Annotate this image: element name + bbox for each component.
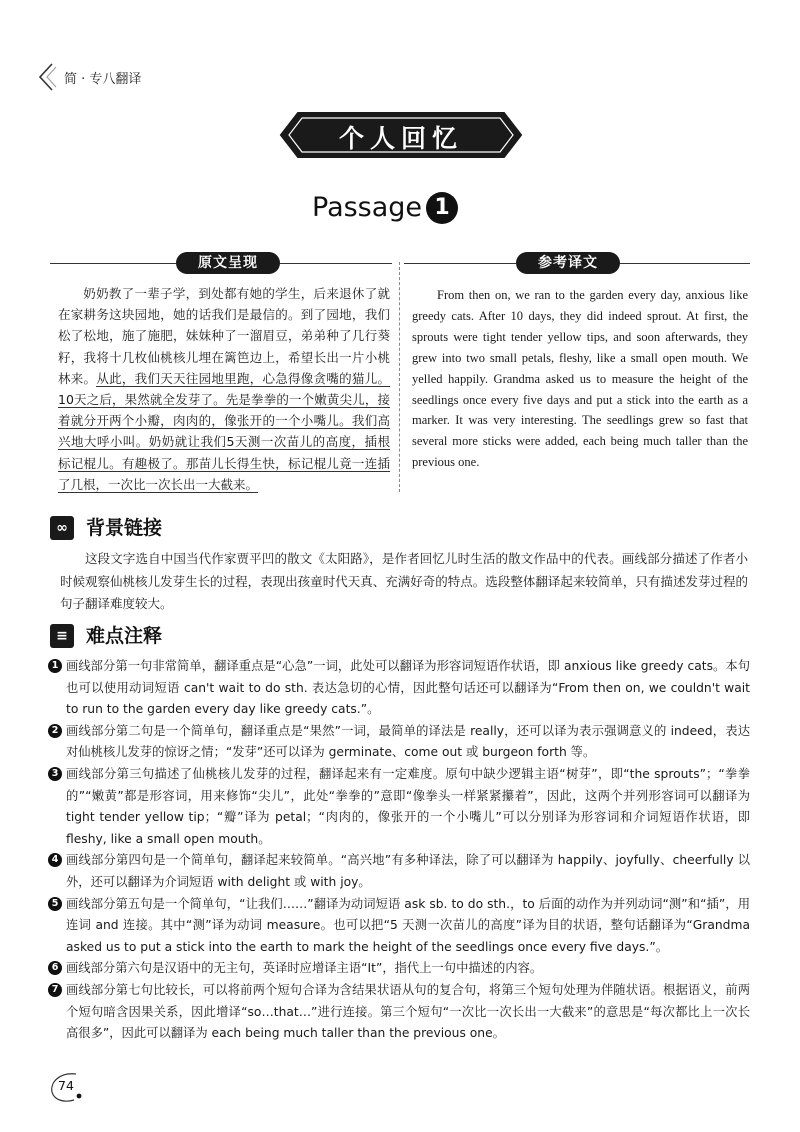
- tab-rule: [280, 263, 392, 264]
- note-number: 4: [48, 853, 62, 867]
- link-icon: ∞: [50, 516, 74, 540]
- underlined-sentence-4: 我们高兴地大呼小叫。: [58, 413, 390, 450]
- bracket-ornament-icon: [34, 62, 58, 92]
- underlined-sentence-1: 从此，我们天天往园地里跑，心急得像贪嘴的猫儿。: [96, 370, 390, 386]
- chapter-title: 个人回忆: [338, 124, 463, 153]
- original-tab-bar: [50, 252, 396, 274]
- note-item: [48, 958, 750, 980]
- note-item: [48, 764, 750, 850]
- column-divider: [399, 262, 400, 492]
- note-item: [48, 656, 750, 721]
- page-number: 74: [58, 1078, 74, 1093]
- note-text: 画线部分第四句是一个简单句，翻译起来较简单。“高兴地”有多种译法，除了可以翻译为 happily、joyfully、cheerfully 以外，还可以翻译为介词短语 with delight 或 with joy。: [66, 853, 750, 889]
- note-text: 画线部分第五句是一个简单句，“让我们……”翻译为动词短语 ask sb. to do sth.，to 后面的动作为并列动词“测”和“插”，用连词 and 连接。其中“测”译为动词 measure。也可以把“5 天测一次苗儿的高度”译为目的状语，整句话翻译为“Grandma asked us to put a stick into the earth to mark the height of the seedlings once every five days.”。: [66, 896, 750, 954]
- underlined-sentence-2: 10天之后，果然就全发芽了。: [58, 392, 226, 408]
- tab-reference: 参考译文: [516, 252, 620, 274]
- background-heading: [50, 516, 270, 540]
- note-item: [48, 721, 750, 764]
- note-number: 1: [48, 659, 62, 673]
- underlined-sentence-5: 奶奶就让我们5天测一次苗儿的高度，插根标记棍儿。: [58, 434, 390, 471]
- note-text: 画线部分第三句描述了仙桃核儿发芽的过程，翻译起来有一定难度。原句中缺少逻辑主语“树芽”，即“the sprouts”；“拳拳的”“嫩黄”都是形容词，用来修饰“尖儿”，此处“拳拳的”意即“像拳头一样紧紧攥着”，因此，这两个并列形容词可以翻译为 tight tender yellow tip；“瓣”译为 petal；“肉肉的，像张开的一个小嘴儿”可以分别译为形容词和介词短语作状语，即 fleshy, like a small open mouth。: [66, 766, 750, 846]
- note-number: 2: [48, 724, 62, 738]
- passage-number-badge: 1: [426, 192, 458, 224]
- translation-paragraph: From then on, we ran to the garden every day, anxious like greedy cats. After 10 days, they did indeed sprout. At first, the sprouts were tight tender yellow tips, and soon afterwards, they grew into two small petals, fleshy, like a small open mouth. We yelled happily. Grandma asked us to measure the height of the seedlings once every five days and put a stick into the earth as a marker. It was very interesting. The seedlings grew so fast that several more sticks were added, each being much taller than the previous one.: [412, 288, 748, 470]
- notes-list: [48, 656, 750, 1045]
- running-header: [34, 62, 234, 92]
- underlined-sentence-7: 那苗儿长得生快，标记棍儿竟一连插了几根，一次比一次长出一大截来。: [58, 455, 390, 492]
- note-text: 画线部分第一句非常简单，翻译重点是“心急”一词，此处可以翻译为形容词短语作状语，即 anxious like greedy cats。本句也可以使用动词短语 can't wait to do sth. 表达急切的心情，因此整句话还可以翻译为“From then on, we couldn't wait to run to the garden every day like greedy cats.”。: [66, 659, 750, 717]
- background-title: 背景链接: [86, 517, 163, 539]
- note-number: 7: [48, 983, 62, 997]
- note-number: 3: [48, 767, 62, 781]
- notes-heading: [50, 624, 270, 648]
- original-text: [58, 283, 390, 495]
- note-text: 画线部分第七句比较长，可以将前两个短句合译为含结果状语从句的复合句，将第三个短句处理为伴随状语。根据语义，前两个短句暗含因果关系，因此增译“so…that…”进行连接。第三个短句“一次比一次长出一大截来”的意思是“每次都比上一次长高很多”，因此可以翻译为 each being much taller than the previous one。: [66, 982, 750, 1041]
- reference-tab-bar: [404, 252, 754, 274]
- note-item: [48, 850, 750, 893]
- page-number-block: [46, 1070, 86, 1106]
- underlined-sentence-3: 先是拳拳的一个嫩黄尖儿，接着就分开两个小瓣，肉肉的，像张开的一个小嘴儿。: [58, 392, 390, 429]
- tab-rule: [404, 263, 516, 264]
- note-item: [48, 894, 750, 959]
- background-paragraph: 这段文字选自中国当代作家贾平凹的散文《太阳路》，是作者回忆儿时生活的散文作品中的代表。画线部分描述了作者小时候观察仙桃核儿发芽生长的过程，表现出孩童时代天真、充满好奇的特点。选段整体翻译起来较简单，只有描述发芽过程的句子翻译难度较大。: [60, 551, 748, 611]
- note-text: 画线部分第六句是汉语中的无主句，英译时应增译主语“It”，指代上一句中描述的内容。: [66, 961, 543, 976]
- chapter-title-banner: [278, 110, 524, 160]
- passage-heading: [312, 190, 492, 228]
- tab-rule: [50, 263, 176, 264]
- note-number: 5: [48, 897, 62, 911]
- reference-translation: [412, 285, 748, 473]
- list-icon: ≡: [50, 624, 74, 648]
- header-label: 简 · 专八翻译: [64, 72, 142, 87]
- note-number: 6: [48, 961, 62, 975]
- passage-word: Passage: [312, 192, 423, 223]
- note-item: [48, 980, 750, 1045]
- underlined-sentence-6: 有趣极了。: [121, 455, 186, 471]
- original-intro: 奶奶教了一辈子学，到处都有她的学生，后来退休了就在家耕务这块园地，她的话我们是最信的。到了园地，我们松了松地，施了施肥，妹妹种了一溜眉豆，弟弟种了几行葵籽，我将十几枚仙桃核儿埋在篱笆边上，希望长出一片小桃林来。: [58, 286, 390, 386]
- notes-title: 难点注释: [86, 625, 163, 647]
- tab-original: 原文呈现: [176, 252, 280, 274]
- tab-rule: [620, 263, 750, 264]
- note-text: 画线部分第二句是一个简单句，翻译重点是“果然”一词，最简单的译法是 really，还可以译为表示强调意义的 indeed，表达对仙桃核儿发芽的惊讶之情；“发芽”还可以译为 germinate、come out 或 burgeon forth 等。: [66, 723, 750, 760]
